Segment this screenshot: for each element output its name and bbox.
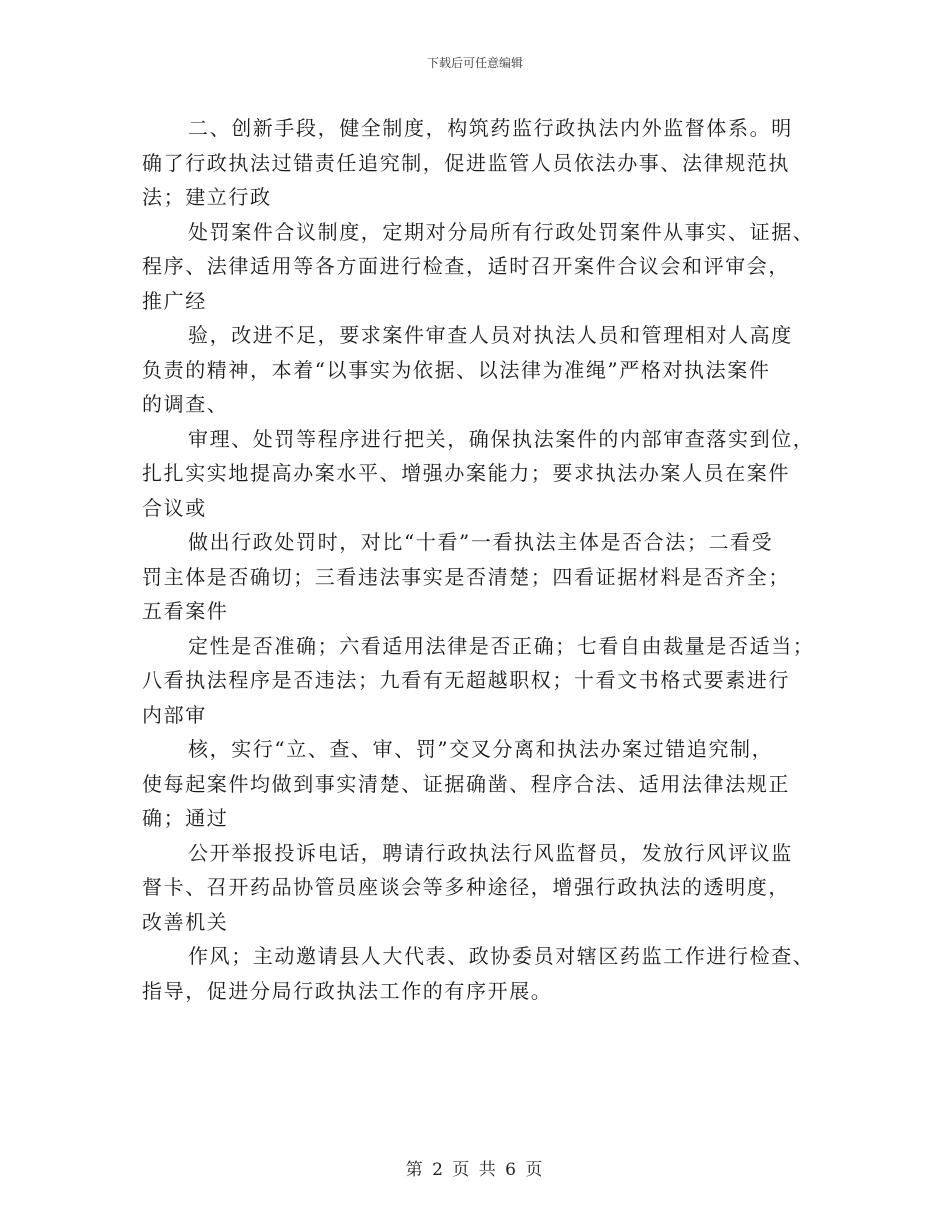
text-line: 督卡、召开药品协管员座谈会等多种途径，增强行政执法的透明度， [142,875,790,899]
text-line: 处罚案件合议制度，定期对分局所有行政处罚案件从事实、证据、 [188,219,815,244]
text-line: 合议或 [142,495,207,520]
page-header: 下载后可任意编辑 [426,56,523,70]
page-footer: 第 2 页 共 6 页 [405,1160,545,1180]
text-line: 法；建立行政 [142,185,272,209]
body-text [142,111,822,1008]
text-line: 改善机关 [142,909,229,934]
text-line: 二、创新手段，健全制度，构筑药监行政执法内外监督体系。明 [188,116,793,140]
text-line: 验，改进不足，要求案件审查人员对执法人员和管理相对人高度 [188,323,793,347]
text-line: 做出行政处罚时，对比“十看”一看执法主体是否合法；二看受 [188,530,774,554]
text-line: 审理、处罚等程序进行把关，确保执法案件的内部审查落实到位， [188,426,815,451]
text-line: 五看案件 [142,599,229,623]
text-line: 指导，促进分局行政执法工作的有序开展。 [142,978,553,1003]
text-line: 程序、法律适用等各方面进行检查，适时召开案件合议会和评审会， [142,254,790,278]
text-line: 内部审 [142,702,207,727]
text-line: 八看执法程序是否违法；九看有无超越职权；十看文书格式要素进行 [142,668,790,692]
text-line: 负责的精神，本着“以事实为依据、以法律为准绳”严格对执法案件 [142,357,771,382]
text-line: 确；通过 [142,806,229,830]
text-line: 确了行政执法过错责任追究制，促进监管人员依法办事、法律规范执 [142,150,790,175]
text-line: 推广经 [142,288,207,313]
text-line: 定性是否准确；六看适用法律是否正确；七看自由裁量是否适当； [188,633,815,658]
text-line: 的调查、 [142,392,229,416]
text-line: 扎扎实实地提高办案水平、增强办案能力；要求执法办案人员在案件 [142,461,790,485]
text-line: 核，实行“立、查、审、罚”交叉分离和执法办案过错追究制， [188,737,774,761]
text-line: 使每起案件均做到事实清楚、证据确凿、程序合法、适用法律法规正 [142,771,790,796]
text-line: 罚主体是否确切；三看违法事实是否清楚；四看证据材料是否齐全； [142,564,790,589]
text-line: 作风；主动邀请县人大代表、政协委员对辖区药监工作进行检查、 [188,944,815,968]
text-line: 公开举报投诉电话，聘请行政执法行风监督员，发放行风评议监 [188,840,793,865]
